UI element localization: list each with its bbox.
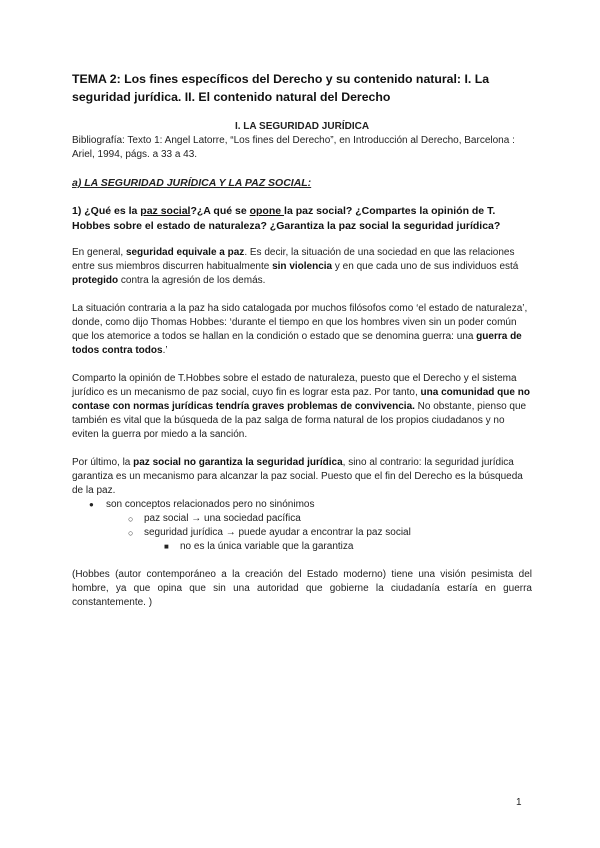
question-part: la paz social? ¿Compartes la opinión de T. Hobbes sobre el estado de naturaleza? ¿Garantiza la paz social la seguridad jurídica? <box>72 205 501 232</box>
bullet-dot-icon: ● <box>89 500 94 509</box>
document-title: TEMA 2: Los fines específicos del Derecho y su contenido natural: I. La seguridad jurídica. II. El contenido natural del Derecho <box>72 72 490 104</box>
sub-sub-list <box>144 540 532 554</box>
bullet-circle-icon: ○ <box>128 528 134 538</box>
list-item-text: son conceptos relacionados pero no sinónimos <box>106 499 315 510</box>
text-run: , sino al contrario: la seguridad jurídica garantiza es un mecanismo para alcanzar la paz social. Puesto que el fin del Derecho es la búsqueda de la paz. <box>72 457 523 496</box>
text-run: Comparto la opinión de T.Hobbes sobre el estado de naturaleza, puesto que el Derecho y el sistema jurídico es un mecanismo de paz social, cuyo fin es lograr esta paz. Por tanto, <box>72 373 517 398</box>
bold-run: guerra de todos contra todos <box>72 331 522 356</box>
bullet-square-icon: ■ <box>164 542 169 551</box>
list-item <box>72 498 532 554</box>
text-run: contra la agresión de los demás. <box>118 275 266 286</box>
section-title: I. LA SEGURIDAD JURÍDICA <box>234 121 370 132</box>
sub-list <box>106 512 532 554</box>
list-item-text: paz social → una sociedad pacífica <box>144 513 301 524</box>
bold-run: una comunidad que no contase con normas jurídicas tendría graves problemas de convivencia. <box>72 387 530 412</box>
bold-run: seguridad equivale a paz <box>125 247 245 258</box>
concept-list <box>72 498 532 554</box>
paragraph-conclusion <box>72 456 532 498</box>
bold-run: sin violencia <box>272 261 333 272</box>
question-part: 1) ¿Qué es la <box>72 205 141 217</box>
bold-run: paz social no garantiza la seguridad jurídica <box>133 457 343 468</box>
bullet-circle-icon: ○ <box>128 514 134 524</box>
question-part: ?¿A qué se <box>190 205 250 217</box>
paragraph-definition <box>72 246 532 288</box>
text-run: .’ <box>162 345 168 356</box>
page-number: 1 <box>516 797 522 808</box>
text-run: Por último, la <box>72 457 134 468</box>
list-item <box>144 540 532 554</box>
list-item-text: no es la única variable que la garantiza <box>180 541 354 552</box>
document-page <box>72 70 532 610</box>
list-item <box>106 512 532 526</box>
bold-run: protegido <box>72 275 119 286</box>
text-run: No obstante, pienso que también es vital que la búsqueda de la paz salga de forma natural de los propios ciudadanos y no eviten la guerra por miedo a la sanción. <box>72 401 527 440</box>
hobbes-note: (Hobbes (autor contemporáneo a la creación del Estado moderno) tiene una visión pesimista del hombre, ya que opina que sin una autoridad que gobierne la ciudadanía estaría en guerra constantemente. ) <box>72 569 532 608</box>
text-run: En general, <box>72 247 126 258</box>
text-run: . Es decir, la situación de una sociedad en que las relaciones entre sus miembros discurren habitualmente <box>72 247 515 272</box>
list-item-text: seguridad jurídica → puede ayudar a encontrar la paz social <box>144 527 411 538</box>
question-term-paz-social: paz social <box>140 205 191 217</box>
list-item <box>106 526 532 554</box>
paragraph-hobbes <box>72 302 532 358</box>
subsection-heading: a) LA SEGURIDAD JURÍDICA Y LA PAZ SOCIAL: <box>72 177 312 189</box>
bibliography: Bibliografía: Texto 1: Angel Latorre, “Los fines del Derecho”, en Introducción al Derecho, Barcelona : Ariel, 1994, págs. a 33 a 43. <box>72 135 515 160</box>
text-run: La situación contraria a la paz ha sido catalogada por muchos filósofos como ‘el estado de naturaleza’, donde, como dijo Thomas Hobbes: ‘durante el tiempo en que los hombres viven sin un poder común que los atemorice a todos se hallan en la condición o estado que se denomina guerra: una <box>72 303 528 342</box>
question-heading <box>72 204 532 234</box>
text-run: y en que cada uno de sus individuos está <box>332 261 519 272</box>
paragraph-opinion <box>72 372 532 442</box>
question-term-opone: opone <box>249 205 285 217</box>
